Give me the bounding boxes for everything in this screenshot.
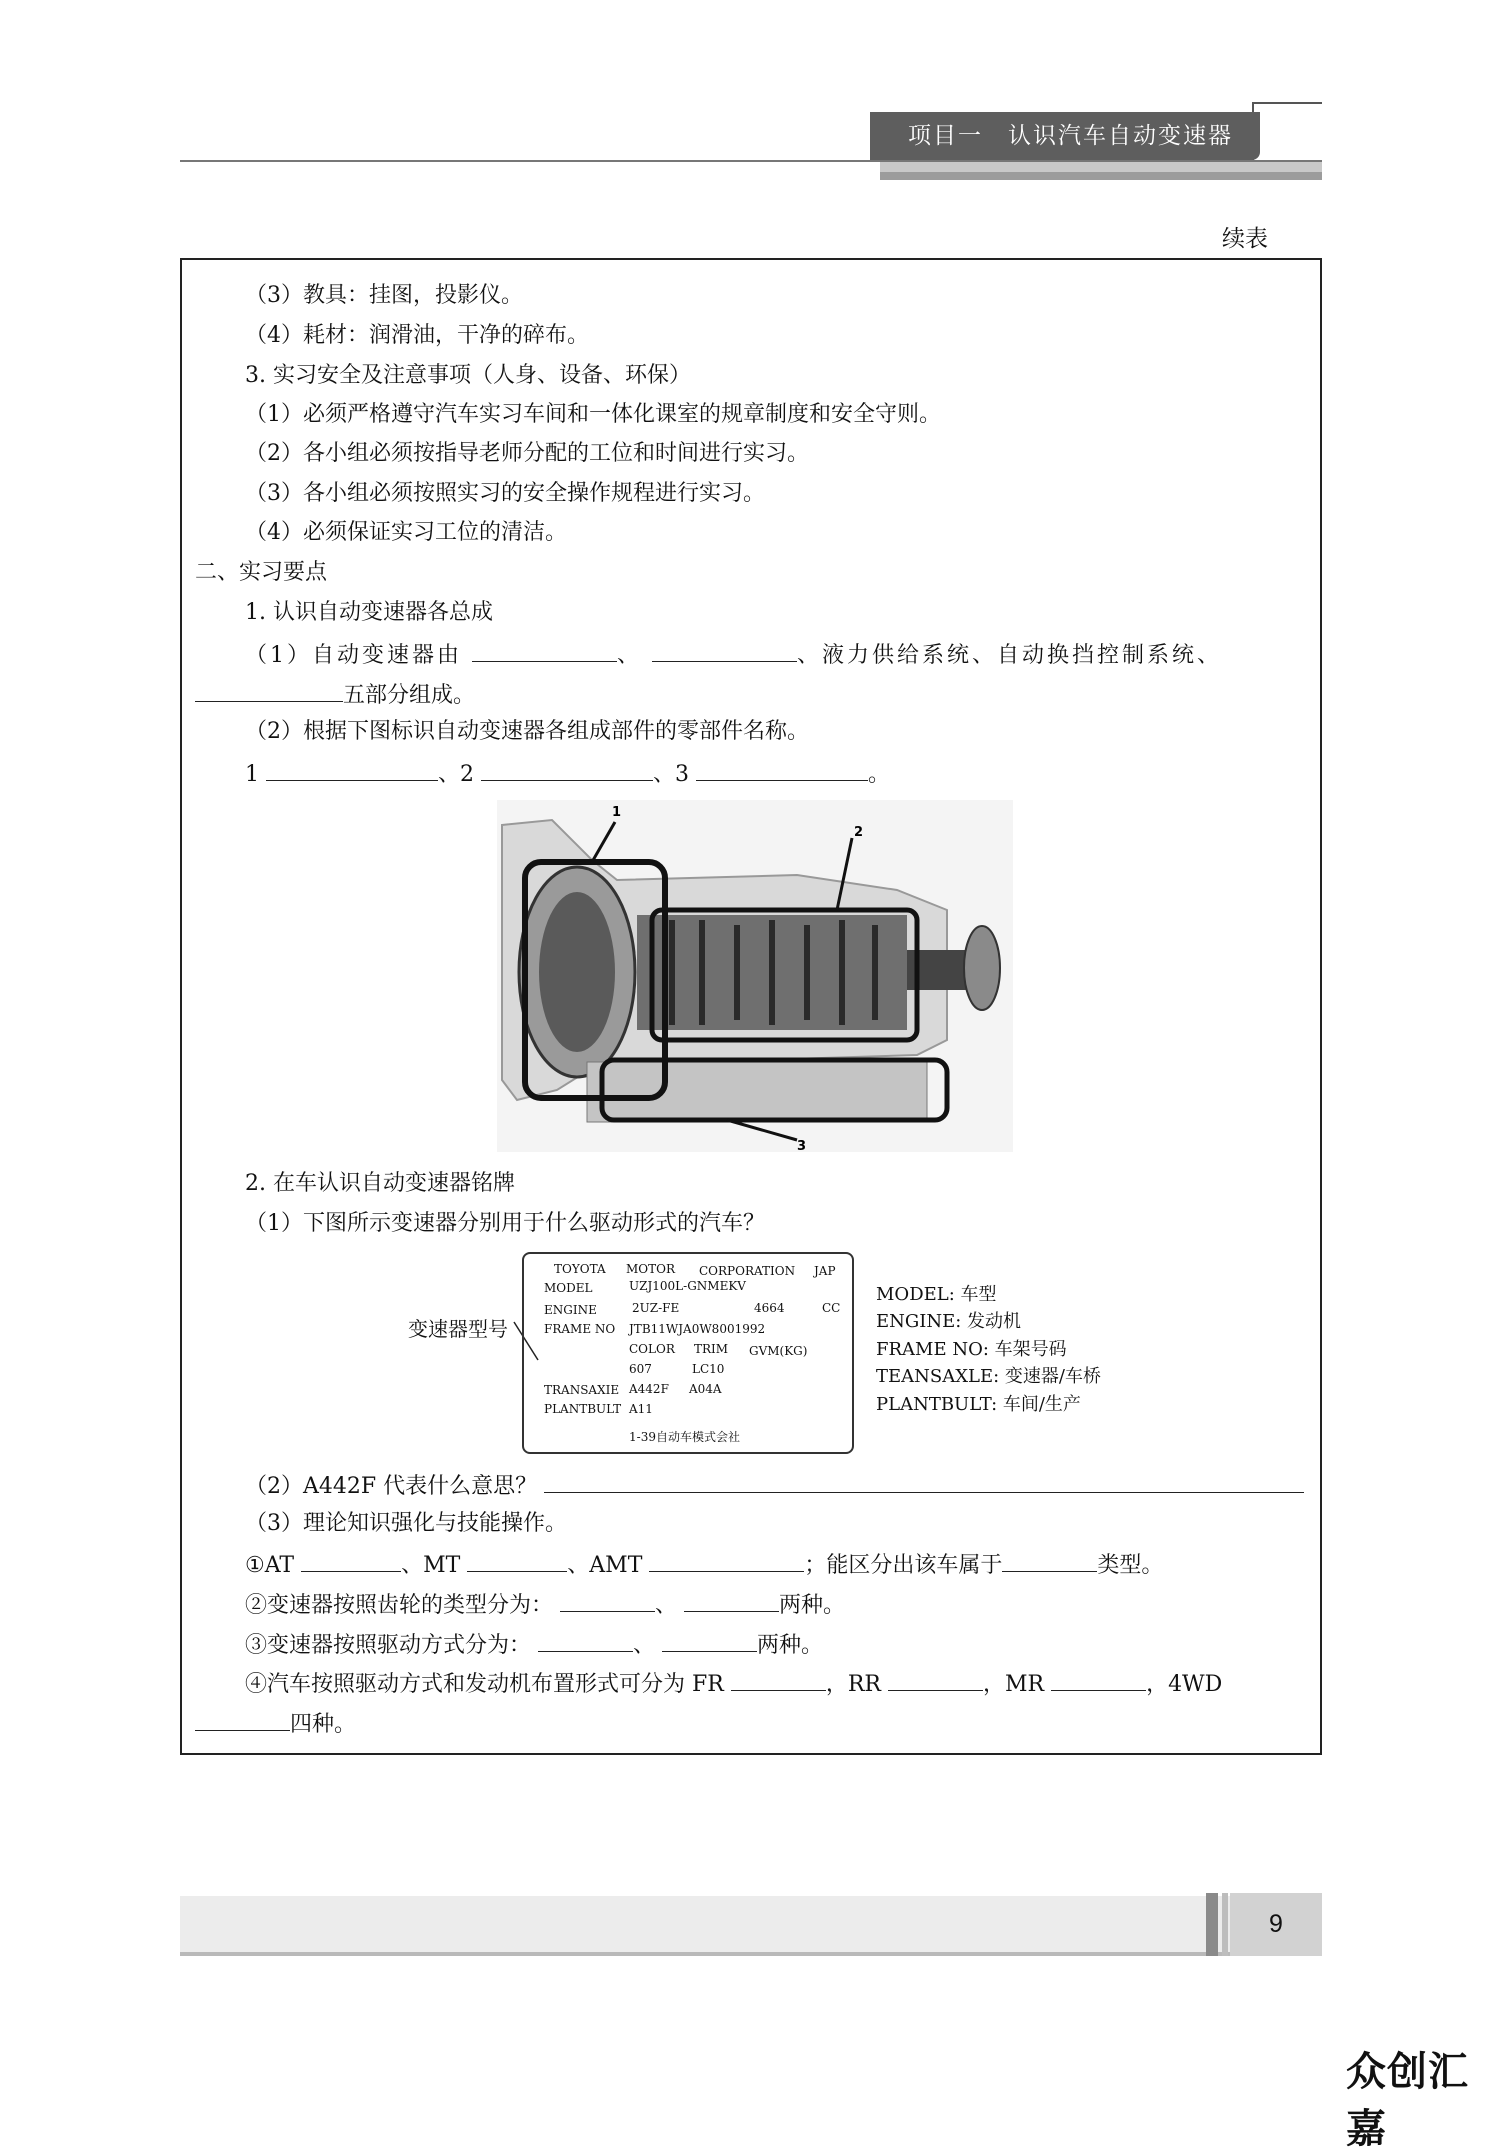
text: 四种。 [290, 1712, 357, 1737]
text: 五部分组成。 [343, 683, 476, 708]
fill-line [245, 1549, 1163, 1580]
text-line: （3）理论知识强化与技能操作。 [245, 1511, 567, 1536]
plate-text: PLANTBULT [544, 1402, 622, 1416]
answer-blank[interactable] [301, 1549, 401, 1572]
plate-text: 1-39自动车模式会社 [629, 1430, 740, 1444]
text: ③变速器按照驱动方式分为： [245, 1633, 532, 1658]
footer-decor [1206, 1893, 1218, 1956]
transmission-figure [497, 800, 1013, 1152]
footer-rule [180, 1952, 1322, 1956]
text: ，4WD [1146, 1672, 1223, 1697]
text: ②变速器按照齿轮的类型分为： [245, 1593, 554, 1618]
text: 两种。 [757, 1633, 824, 1658]
plate-text: LC10 [692, 1362, 725, 1376]
answer-blank[interactable] [195, 679, 343, 702]
plate-text: FRAME NO [544, 1322, 616, 1336]
plate-text: TRANSAXIE [544, 1383, 620, 1397]
text: ④汽车按照驱动方式和发动机布置形式可分为 FR [245, 1672, 724, 1697]
text: 、MT [401, 1553, 461, 1578]
answer-blank[interactable] [481, 758, 653, 781]
text: 、 [633, 1633, 656, 1658]
answer-blank[interactable] [696, 758, 868, 781]
text: 、3 [653, 762, 689, 787]
plate-text: CORPORATION [699, 1264, 796, 1278]
plate-text: MODEL [544, 1281, 593, 1295]
plate-text: A04A [689, 1382, 722, 1396]
gear-sets [672, 920, 875, 1025]
text: 、2 [438, 762, 474, 787]
answer-blank[interactable] [649, 1549, 804, 1572]
fill-line [245, 1629, 823, 1660]
text: 1 [245, 762, 259, 787]
text-line: （2）各小组必须按指导老师分配的工位和时间进行实习。 [245, 441, 809, 466]
output-flange [964, 926, 1000, 1010]
answer-blank[interactable] [472, 639, 617, 662]
text-line: （1）必须严格遵守汽车实习车间和一体化课室的规章制度和安全守则。 [245, 402, 941, 427]
section-heading: 二、实习要点 [195, 560, 328, 585]
text: （1）自动变速器由 [245, 643, 462, 668]
legend-item: TEANSAXLE: 变速器/车桥 [876, 1366, 1101, 1387]
text: ，RR [825, 1672, 881, 1697]
plate-text: 607 [629, 1362, 652, 1376]
plate-text: UZJ100L-GNMEKV [629, 1279, 746, 1293]
watermark: 众创汇嘉 [1346, 2049, 1469, 2152]
answer-blank[interactable] [1051, 1668, 1146, 1691]
plate-text: JAP [814, 1264, 836, 1278]
text: 两种。 [779, 1593, 846, 1618]
fill-line [245, 1470, 1304, 1501]
answer-blank[interactable] [544, 1470, 1304, 1493]
figure-label-3: 3 [797, 1139, 807, 1152]
header-bar [880, 162, 1322, 172]
legend-item: ENGINE: 发动机 [876, 1311, 1022, 1332]
text: 、液力供给系统、自动换挡控制系统、 [797, 643, 1223, 668]
answer-blank[interactable] [195, 1708, 290, 1731]
plate-text: GVM(KG) [749, 1344, 808, 1358]
chapter-title: 项目一 认识汽车自动变速器 [870, 112, 1260, 160]
text-line: （3）教具：挂图，投影仪。 [245, 283, 523, 308]
torque-converter-inner [539, 892, 615, 1052]
answer-blank[interactable] [662, 1629, 757, 1652]
text-line: 2. 在车认识自动变速器铭牌 [245, 1171, 515, 1196]
fill-line [245, 639, 1222, 670]
legend-item: PLANTBULT: 车间/生产 [876, 1394, 1081, 1415]
answer-blank[interactable] [888, 1668, 983, 1691]
plate-text: MOTOR [626, 1262, 676, 1276]
page-number: 9 [1230, 1893, 1322, 1956]
text: 、AMT [567, 1553, 643, 1578]
text-line: （1）下图所示变速器分别用于什么驱动形式的汽车？ [245, 1211, 765, 1236]
fill-line [245, 758, 890, 789]
text: 、 [655, 1593, 678, 1618]
plate-text: A11 [629, 1402, 653, 1416]
text: ；能区分出该车属于 [804, 1553, 1003, 1578]
plate-text: TRIM [694, 1342, 729, 1356]
plate-text: JTB11WJA0W8001992 [629, 1322, 766, 1336]
answer-blank[interactable] [266, 758, 438, 781]
figure-label-2: 2 [854, 825, 864, 840]
answer-blank[interactable] [467, 1549, 567, 1572]
fill-line [195, 679, 475, 710]
footer-band [180, 1896, 1322, 1952]
text: （2）A442F 代表什么意思？ [245, 1474, 538, 1499]
valve-body [587, 1062, 927, 1122]
text: 类型。 [1097, 1553, 1164, 1578]
continued-label: 续表 [1222, 226, 1268, 252]
text: 。 [868, 762, 891, 787]
fill-line [195, 1708, 356, 1739]
answer-blank[interactable] [652, 639, 797, 662]
header-bar [880, 172, 1322, 180]
plate-text: CC [822, 1301, 841, 1315]
plate-caption: 变速器型号 [408, 1317, 508, 1341]
text-line: （4）耗材：润滑油，干净的碎布。 [245, 323, 589, 348]
plate-text: COLOR [629, 1342, 675, 1356]
answer-blank[interactable] [1002, 1549, 1097, 1572]
answer-blank[interactable] [560, 1589, 655, 1612]
text-line: 1. 认识自动变速器各总成 [245, 600, 493, 625]
fill-line [245, 1589, 845, 1620]
text: ，MR [982, 1672, 1045, 1697]
answer-blank[interactable] [684, 1589, 779, 1612]
header-decor [1252, 102, 1322, 104]
fill-line [245, 1668, 1222, 1699]
legend-item: FRAME NO: 车架号码 [876, 1339, 1067, 1360]
text: 、 [617, 643, 643, 668]
text-line: （2）根据下图标识自动变速器各组成部件的零部件名称。 [245, 719, 809, 744]
text-line: （4）必须保证实习工位的清洁。 [245, 520, 567, 545]
text: ①AT [245, 1553, 295, 1578]
footer-decor [1222, 1893, 1228, 1956]
legend-item: MODEL: 车型 [876, 1284, 997, 1305]
text-line: 3. 实习安全及注意事项（人身、设备、环保） [245, 363, 691, 388]
plate-text: 2UZ-FE [632, 1301, 680, 1315]
plate-text: TOYOTA [554, 1262, 606, 1276]
answer-blank[interactable] [731, 1668, 826, 1691]
plate-text: A442F [629, 1382, 669, 1396]
nameplate [522, 1252, 854, 1454]
plate-text: ENGINE [544, 1303, 597, 1317]
answer-blank[interactable] [538, 1629, 633, 1652]
plate-text: 4664 [754, 1301, 785, 1315]
text-line: （3）各小组必须按照实习的安全操作规程进行实习。 [245, 481, 765, 506]
figure-label-1: 1 [612, 805, 622, 820]
